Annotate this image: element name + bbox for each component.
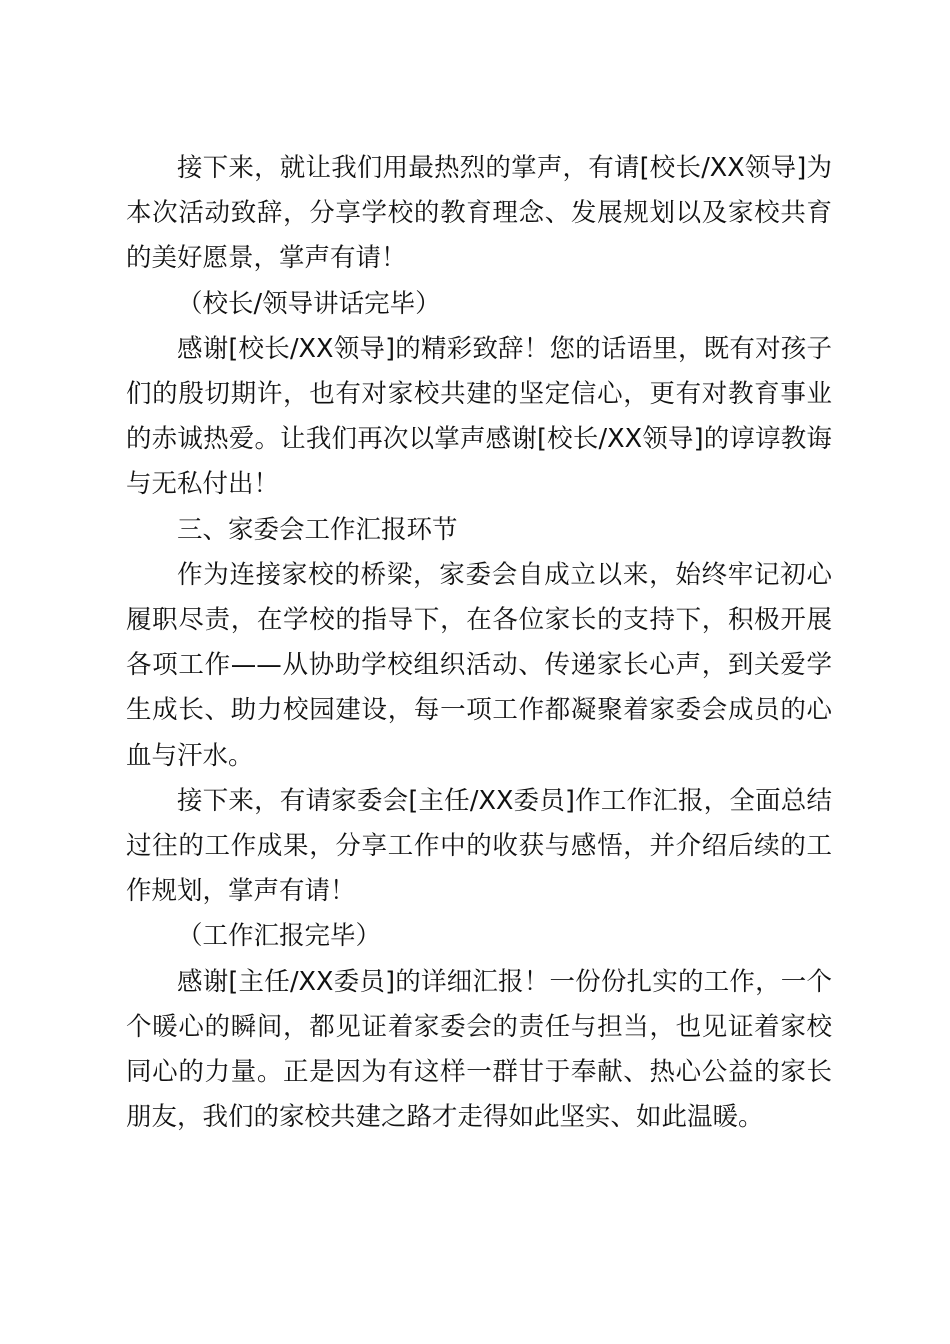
paragraph-committee-intro: 作为连接家校的桥梁，家委会自成立以来，始终牢记初心履职尽责，在学校的指导下，在各位家长的支持下，积极开展各项工作——从协助学校组织活动、传递家长心声，到关爱学生成长、助力校园建设，每一项工作都凝聚着家委会成员的心血与汗水。 [126,559,832,771]
paragraph-thanks-committee: 感谢[主任/XX委员]的详细汇报！一份份扎实的工作，一个个暖心的瞬间，都见证着家委会的责任与担当，也见证着家校同心的力量。正是因为有这样一群甘于奉献、热心公益的家长朋友，我们的家校共建之路才走得如此坚实、如此温暖。 [126,966,832,1133]
section-heading-committee-report: 三、家委会工作汇报环节 [177,514,458,545]
stage-note-principal-finished: （校长/领导讲话完毕） [177,288,441,319]
document-page [126,146,832,1140]
paragraph-thanks-principal: 感谢[校长/XX领导]的精彩致辞！您的话语里，既有对孩子们的殷切期许，也有对家校共建的坚定信心，更有对教育事业的赤诚热爱。让我们再次以掌声感谢[校长/XX领导]的谆谆教诲与无私付出！ [126,333,832,500]
stage-note-report-finished: （工作汇报完毕） [177,921,382,952]
paragraph-invite-committee: 接下来，有请家委会[主任/XX委员]作工作汇报，全面总结过往的工作成果，分享工作中的收获与感悟，并介绍后续的工作规划，掌声有请！ [126,785,832,907]
paragraph-invite-principal: 接下来，就让我们用最热烈的掌声，有请[校长/XX领导]为本次活动致辞，分享学校的教育理念、发展规划以及家校共育的美好愿景，掌声有请！ [126,153,832,274]
